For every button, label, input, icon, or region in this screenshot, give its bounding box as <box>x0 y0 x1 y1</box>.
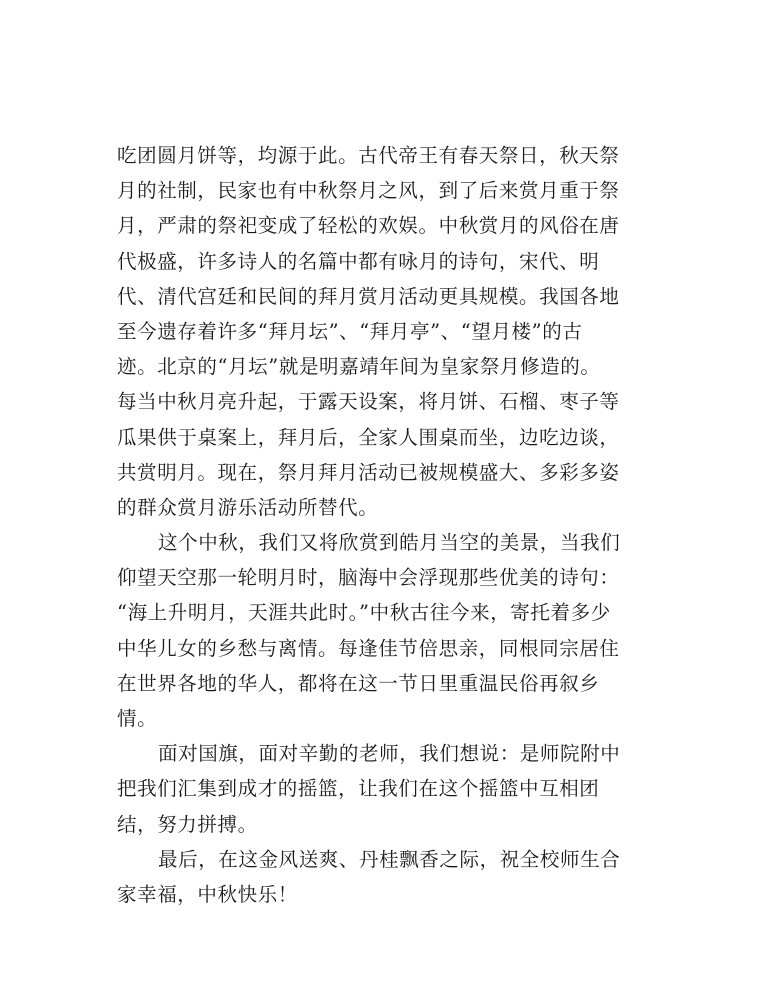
text-line: 情。 <box>117 707 158 730</box>
text-line: 共赏明月。现在，祭月拜月活动已被规模盛大、多彩多姿 <box>117 460 620 484</box>
text-line: 仰望天空那一轮明月时，脑海中会浮现那些优美的诗句： <box>117 566 620 590</box>
text-line: 月的社制，民家也有中秋祭月之风，到了后来赏月重于祭 <box>117 179 620 203</box>
text-line: 至今遗存着许多“拜月坛”、“拜月亭”、“望月楼”的古 <box>117 319 583 343</box>
text-line: 结，努力拼搏。 <box>117 812 258 836</box>
paragraph-start-line: 面对国旗，面对辛勤的老师，我们想说：是师院附中 <box>158 742 621 766</box>
text-line: 把我们汇集到成才的摇篮，让我们在这个摇篮中互相团 <box>117 777 600 801</box>
text-line: 月，严肃的祭祀变成了轻松的欢娱。中秋赏月的风俗在唐 <box>117 214 620 238</box>
text-line: 中华儿女的乡愁与离情。每逢佳节倍思亲，同根同宗居住 <box>117 636 620 660</box>
text-line: 代、清代宫廷和民间的拜月赏月活动更具规模。我国各地 <box>117 284 620 308</box>
text-line: 每当中秋月亮升起，于露天设案，将月饼、石榴、枣子等 <box>117 390 620 414</box>
text-line: 迹。北京的“月坛”就是明嘉靖年间为皇家祭月修造的。 <box>117 355 601 379</box>
paragraph-start-line: 这个中秋，我们又将欣赏到皓月当空的美景，当我们 <box>158 531 621 555</box>
text-line: 代极盛，许多诗人的名篇中都有咏月的诗句，宋代、明 <box>117 249 600 273</box>
text-line: 家幸福，中秋快乐！ <box>117 882 298 906</box>
text-line: 的群众赏月游乐活动所替代。 <box>117 495 379 519</box>
text-line: 吃团圆月饼等，均源于此。古代帝王有春天祭日，秋天祭 <box>117 144 620 167</box>
text-line: “海上升明月，天涯共此时。”中秋古往今来，寄托着多少 <box>117 601 611 625</box>
text-line: 瓜果供于桌案上，拜月后，全家人围桌而坐，边吃边谈， <box>117 425 620 449</box>
paragraph-start-line: 最后，在这金风送爽、丹桂飘香之际，祝全校师生合 <box>158 847 621 871</box>
document-body <box>117 138 647 912</box>
text-line: 在世界各地的华人，都将在这一节日里重温民俗再叙乡 <box>117 671 600 695</box>
